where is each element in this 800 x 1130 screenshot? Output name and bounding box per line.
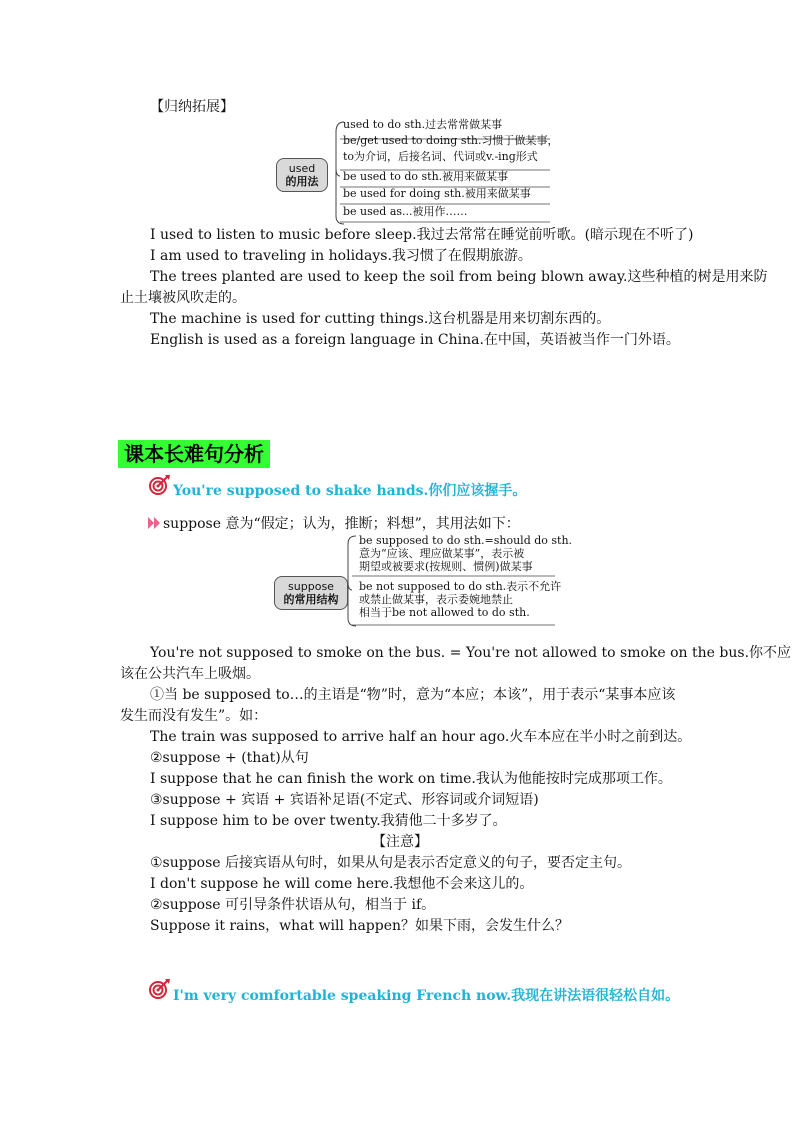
body-line: I suppose him to be over twenty.我猜他二十多岁了。 <box>150 813 507 829</box>
note-line: Suppose it rains，what will happen？如果下雨，会发生什么？ <box>150 918 570 934</box>
example-line: I used to listen to music before sleep.我过去常常在睡觉前听歌。(暗示现在不听了) <box>150 227 694 243</box>
key-sentence-1: You're supposed to shake hands.你们应该握手。 <box>173 483 527 499</box>
suppose-center-label: suppose 的常用结构 <box>274 576 348 610</box>
branch-item: be/get used to doing sth.习惯于做某事， <box>343 134 559 147</box>
target-icon <box>148 978 172 1000</box>
used-center-label: used 的用法 <box>276 158 328 192</box>
body-line: 发生而没有发生”。如： <box>120 708 268 724</box>
body-line: ①当 be supposed to…的主语是“物”时，意为“本应；本该”，用于表示“某事本应该 <box>150 687 676 703</box>
example-line: 止土壤被风吹走的。 <box>120 290 246 306</box>
double-arrow-icon <box>148 517 162 529</box>
note-line: ①suppose 后接宾语从句时，如果从句是表示否定意义的句子，要否定主句。 <box>150 855 632 871</box>
example-line: The trees planted are used to keep the soil from being blown away.这些种植的树是用来防 <box>150 269 768 285</box>
structure-item: 期望或被要求(按规则、惯例)做某事 <box>359 560 533 573</box>
branch-item: be used to do sth.被用来做某事 <box>343 170 509 183</box>
section-title-sentence-analysis: 课本长难句分析 <box>118 440 270 468</box>
branch-item: to为介词，后接名词、代词或v.-ing形式 <box>343 150 538 163</box>
key-sentence-2: I'm very comfortable speaking French now.我现在讲法语很轻松自如。 <box>173 988 680 1004</box>
example-line: The machine is used for cutting things.这台机器是用来切割东西的。 <box>150 311 611 327</box>
branch-item: used to do sth.过去常常做某事 <box>343 118 503 131</box>
example-line: I am used to traveling in holidays.我习惯了在假期旅游。 <box>150 248 532 264</box>
body-line: The train was supposed to arrive half an hour ago.火车本应在半小时之前到达。 <box>150 729 692 745</box>
branch-item: be used for doing sth.被用来做某事 <box>343 187 531 200</box>
body-line: I suppose that he can finish the work on time.我认为他能按时完成那项工作。 <box>150 771 672 787</box>
note-line: ②suppose 可引导条件状语从句，相当于 if。 <box>150 897 436 913</box>
structure-item: 或禁止做某事，表示委婉地禁止 <box>359 593 513 606</box>
structure-item: 意为“应该、理应做某事”，表示被 <box>359 547 525 560</box>
structure-item: 相当于be not allowed to do sth. <box>359 606 530 619</box>
structure-item: be not supposed to do sth.表示不允许 <box>359 580 562 593</box>
body-line: ③suppose + 宾语 + 宾语补足语(不定式、形容词或介词短语) <box>150 792 539 808</box>
suppose-intro: suppose 意为“假定；认为，推断；料想”，其用法如下： <box>163 516 520 532</box>
note-line: I don't suppose he will come here.我想他不会来这儿的。 <box>150 876 534 892</box>
body-line: You're not supposed to smoke on the bus. = You're not allowed to smoke on the bus.你不应 <box>150 645 792 661</box>
target-icon <box>148 474 172 496</box>
body-line: 该在公共汽车上吸烟。 <box>120 666 260 682</box>
example-line: English is used as a foreign language in China.在中国，英语被当作一门外语。 <box>150 332 680 348</box>
section-heading-summary: 【归纳拓展】 <box>150 99 234 115</box>
branch-item: be used as...被用作…… <box>343 205 468 218</box>
body-line: ②suppose + (that)从句 <box>150 750 309 766</box>
structure-item: be supposed to do sth.=should do sth. <box>359 534 573 547</box>
note-heading: 【注意】 <box>372 834 428 850</box>
